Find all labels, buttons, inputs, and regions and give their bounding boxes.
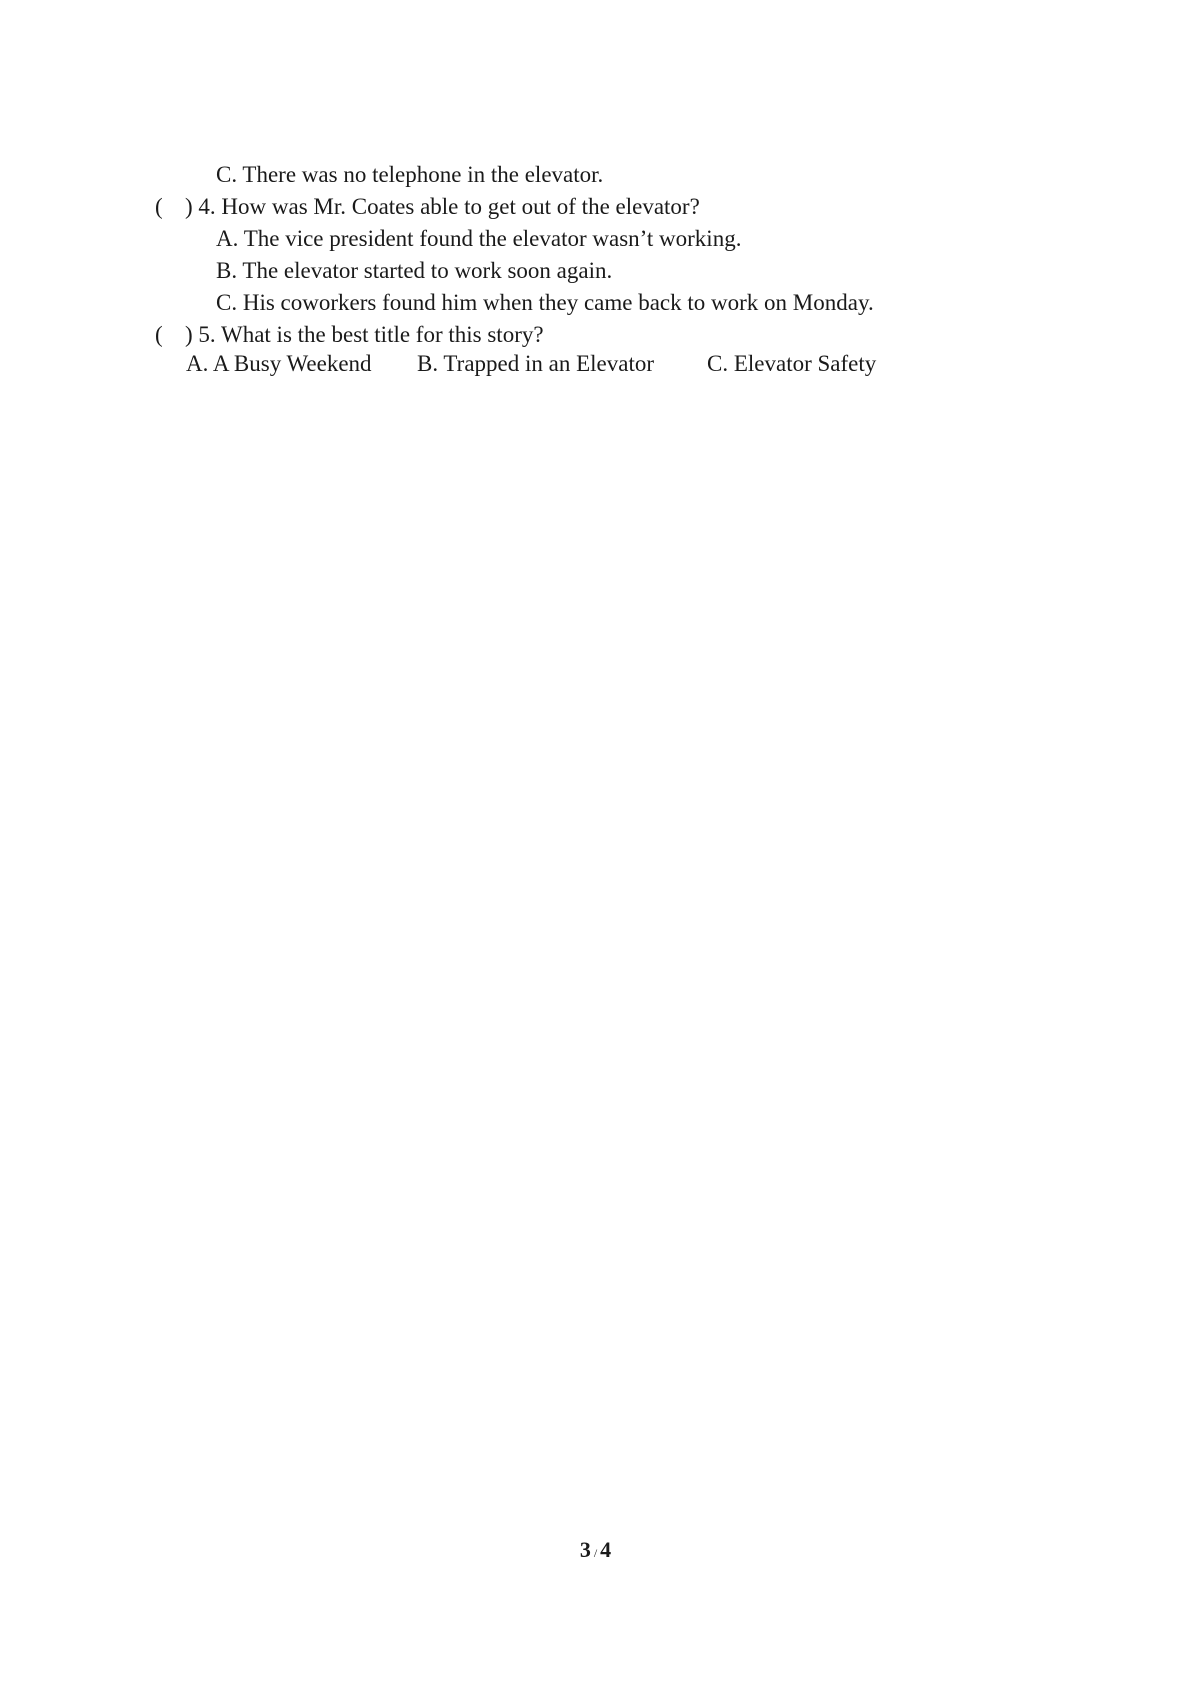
q5-answer-bracket: ( [155, 322, 163, 347]
q4-option-c: C. His coworkers found him when they came back to work on Monday. [216, 290, 874, 315]
page-separator: / [593, 1546, 598, 1560]
q5-option-b: B. Trapped in an Elevator [417, 351, 654, 376]
q3-option-c: C. There was no telephone in the elevator. [216, 162, 604, 187]
q4-stem: ) 4. How was Mr. Coates able to get out of the elevator? [185, 194, 700, 219]
q4-stem-line [155, 192, 700, 222]
q4-option-b: B. The elevator started to work soon again. [216, 258, 613, 283]
current-page-number: 3 [579, 1537, 591, 1562]
q5-option-c: C. Elevator Safety [707, 351, 877, 376]
q5-stem: ) 5. What is the best title for this story? [185, 322, 544, 347]
page-number [0, 1535, 1191, 1568]
q4-option-a: A. The vice president found the elevator wasn’t working. [216, 226, 742, 251]
total-page-number: 4 [600, 1537, 612, 1562]
q4-answer-bracket: ( [155, 194, 163, 219]
q5-option-a: A. A Busy Weekend [186, 351, 372, 376]
q5-stem-line [155, 320, 544, 350]
